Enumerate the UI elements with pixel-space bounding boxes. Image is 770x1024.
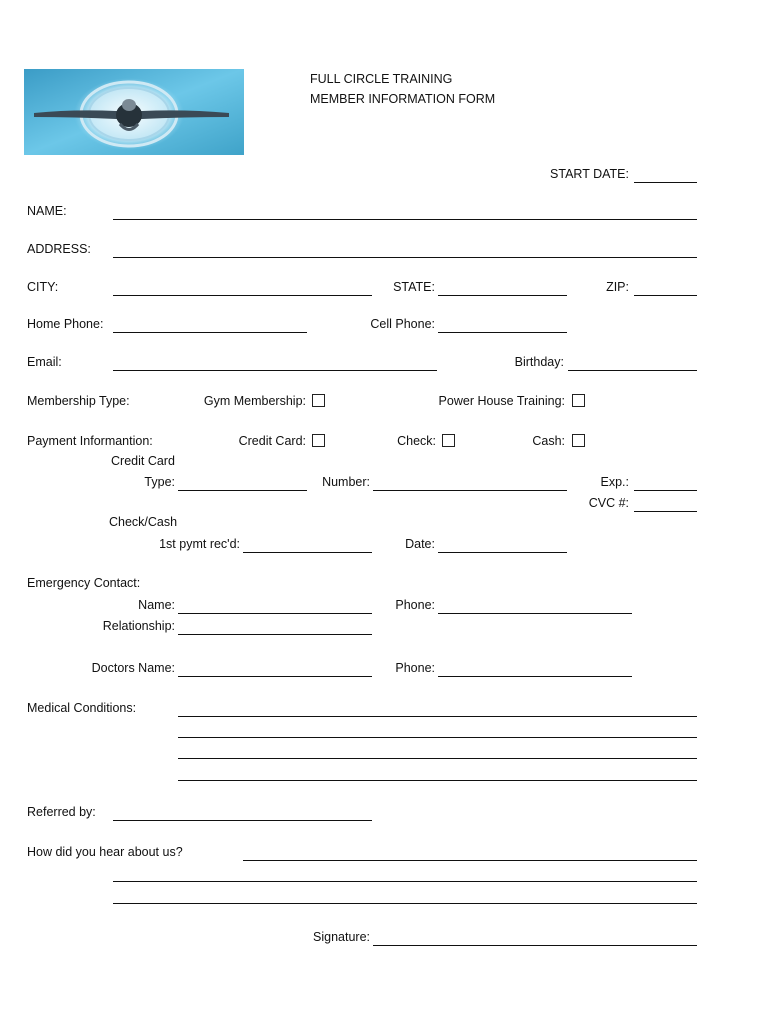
first-payment-field[interactable] <box>243 552 372 553</box>
cash-label: Cash: <box>532 434 565 448</box>
medical-conditions-label: Medical Conditions: <box>27 701 137 715</box>
start-date-label: START DATE: <box>550 167 629 181</box>
card-number-field[interactable] <box>373 490 567 491</box>
cell-phone-field[interactable] <box>438 332 567 333</box>
signature-label: Signature: <box>313 930 370 944</box>
email-field[interactable] <box>113 370 437 371</box>
name-field[interactable] <box>113 219 697 220</box>
birthday-field[interactable] <box>568 370 697 371</box>
address-label: ADDRESS: <box>27 242 91 256</box>
company-name: FULL CIRCLE TRAINING <box>310 72 453 86</box>
cash-checkbox[interactable] <box>572 434 585 447</box>
emergency-contact-label: Emergency Contact: <box>27 576 141 590</box>
home-phone-label: Home Phone: <box>27 317 104 331</box>
exp-field[interactable] <box>634 490 697 491</box>
swimmer-logo <box>24 69 244 155</box>
form-title: MEMBER INFORMATION FORM <box>310 92 496 106</box>
date-label: Date: <box>405 537 435 551</box>
doctor-phone-field[interactable] <box>438 676 632 677</box>
payment-information-label: Payment Informantion: <box>27 434 153 448</box>
gym-membership-label: Gym Membership: <box>203 394 306 408</box>
credit-card-checkbox[interactable] <box>312 434 325 447</box>
ec-name-label: Name: <box>138 598 175 612</box>
credit-card-label: Credit Card: <box>238 434 306 448</box>
medical-conditions-line-2[interactable] <box>178 737 697 738</box>
city-label: CITY: <box>27 280 59 294</box>
doctor-phone-label: Phone: <box>395 661 435 675</box>
referred-by-field[interactable] <box>113 820 372 821</box>
name-label: NAME: <box>27 204 67 218</box>
state-label: STATE: <box>393 280 435 294</box>
medical-conditions-line-3[interactable] <box>178 758 697 759</box>
doctors-name-label: Doctors Name: <box>91 661 175 675</box>
power-house-training-label: Power House Training: <box>438 394 565 408</box>
ec-phone-field[interactable] <box>438 613 632 614</box>
ec-phone-label: Phone: <box>395 598 435 612</box>
city-field[interactable] <box>113 295 372 296</box>
how-did-you-hear-line-2[interactable] <box>113 881 697 882</box>
home-phone-field[interactable] <box>113 332 307 333</box>
email-label: Email: <box>27 355 62 369</box>
card-type-label: Type: <box>144 475 175 489</box>
medical-conditions-line-4[interactable] <box>178 780 697 781</box>
how-did-you-hear-line-1[interactable] <box>243 860 697 861</box>
ec-name-field[interactable] <box>178 613 372 614</box>
cvc-field[interactable] <box>634 511 697 512</box>
card-type-field[interactable] <box>178 490 307 491</box>
check-checkbox[interactable] <box>442 434 455 447</box>
date-field[interactable] <box>438 552 567 553</box>
cell-phone-label: Cell Phone: <box>370 317 435 331</box>
check-cash-heading: Check/Cash <box>109 515 178 529</box>
signature-field[interactable] <box>373 945 697 946</box>
membership-type-label: Membership Type: <box>27 394 130 408</box>
how-did-you-hear-line-3[interactable] <box>113 903 697 904</box>
credit-card-heading: Credit Card <box>111 454 175 468</box>
relationship-label: Relationship: <box>102 619 175 633</box>
exp-label: Exp.: <box>600 475 629 489</box>
address-field[interactable] <box>113 257 697 258</box>
birthday-label: Birthday: <box>514 355 564 369</box>
start-date-field[interactable] <box>634 182 697 183</box>
gym-membership-checkbox[interactable] <box>312 394 325 407</box>
how-did-you-hear-label: How did you hear about us? <box>27 845 183 859</box>
cvc-label: CVC #: <box>588 496 629 510</box>
relationship-field[interactable] <box>178 634 372 635</box>
referred-by-label: Referred by: <box>27 805 96 819</box>
power-house-training-checkbox[interactable] <box>572 394 585 407</box>
check-label: Check: <box>397 434 436 448</box>
zip-field[interactable] <box>634 295 697 296</box>
zip-label: ZIP: <box>606 280 629 294</box>
medical-conditions-line-1[interactable] <box>178 716 697 717</box>
card-number-label: Number: <box>322 475 370 489</box>
state-field[interactable] <box>438 295 567 296</box>
first-payment-label: 1st pymt rec'd: <box>159 537 240 551</box>
doctors-name-field[interactable] <box>178 676 372 677</box>
